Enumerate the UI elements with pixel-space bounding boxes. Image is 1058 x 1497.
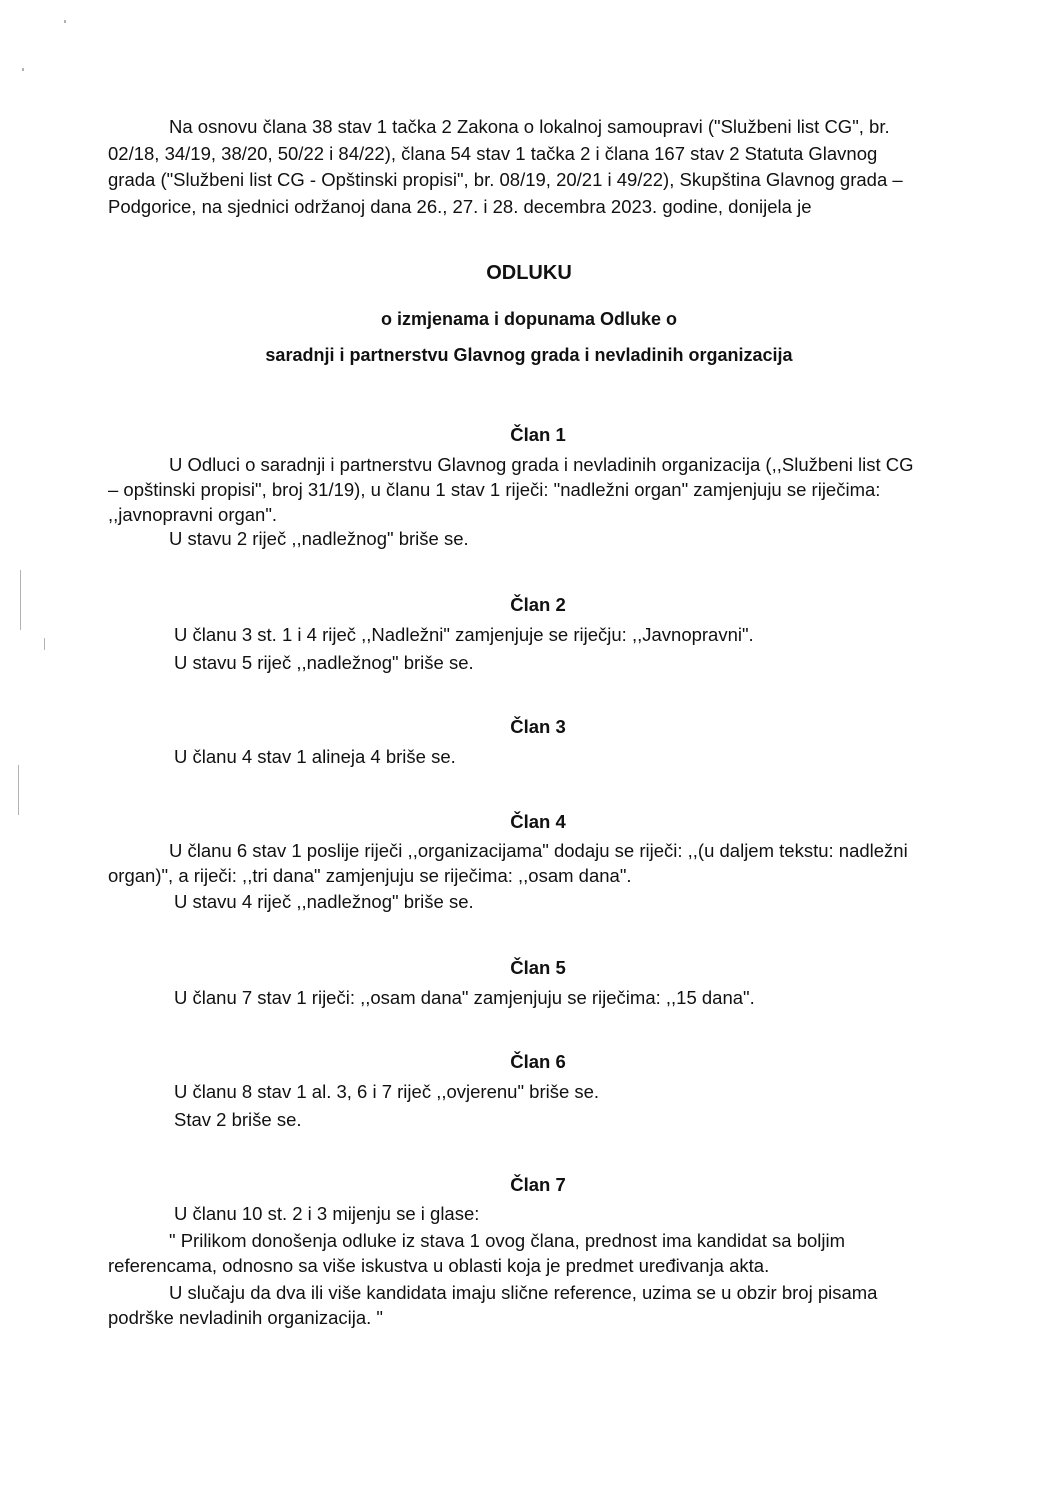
article-7-heading: Član 7 <box>510 1174 566 1195</box>
article-5-heading: Član 5 <box>510 957 566 978</box>
article-line: organ)", a riječi: ,,tri dana" zamjenjuju se riječima: ,,osam dana". <box>108 865 632 886</box>
article-line: podrške nevladinih organizacija. " <box>108 1307 383 1328</box>
article-line: ,,javnopravni organ". <box>108 504 278 525</box>
article-6-paragraph-1: U članu 8 stav 1 al. 3, 6 i 7 riječ ,,ovjerenu" briše se. <box>174 1081 600 1102</box>
article-1-heading: Član 1 <box>510 424 566 445</box>
scan-mark <box>22 68 24 71</box>
article-line: – opštinski propisi", broj 31/19), u članu 1 stav 1 riječi: "nadležni organ" zamjenjuju se riječima: <box>108 479 881 500</box>
article-4-heading: Član 4 <box>510 811 566 832</box>
scan-mark <box>18 765 19 815</box>
article-line: referencama, odnosno sa više iskustva u oblasti koja je predmet uređivanja akta. <box>108 1255 770 1276</box>
article-7-quote-1 <box>108 1228 964 1278</box>
preamble-line: Podgorice, na sjednici održanoj dana 26., 27. i 28. decembra 2023. godine, donijela je <box>108 195 812 217</box>
article-1-paragraph-1 <box>108 452 964 527</box>
document-title: ODLUKU <box>486 262 572 284</box>
article-7-quote-2 <box>108 1280 964 1330</box>
article-line: U članu 6 stav 1 poslije riječi ,,organizacijama" dodaju se riječi: ,,(u daljem tekstu: nadležni <box>169 840 908 861</box>
article-5-paragraph-1: U članu 7 stav 1 riječi: ,,osam dana" zamjenjuju se riječima: ,,15 dana". <box>174 987 755 1008</box>
article-1-paragraph-2: U stavu 2 riječ ,,nadležnog" briše se. <box>169 528 469 549</box>
article-line: " Prilikom donošenja odluke iz stava 1 ovog člana, prednost ima kandidat sa boljim <box>169 1230 846 1251</box>
preamble-line: 02/18, 34/19, 38/20, 50/22 i 84/22), člana 54 stav 1 tačka 2 i člana 167 stav 2 Statuta Glavnog <box>108 142 878 164</box>
article-2-heading: Član 2 <box>510 594 566 615</box>
article-2-paragraph-2: U stavu 5 riječ ,,nadležnog" briše se. <box>174 652 474 673</box>
article-4-paragraph-2: U stavu 4 riječ ,,nadležnog" briše se. <box>174 891 474 912</box>
scan-mark <box>44 638 45 650</box>
preamble-line: Na osnovu člana 38 stav 1 tačka 2 Zakona o lokalnoj samoupravi ("Službeni list CG", br. <box>169 116 890 137</box>
article-line: U Odluci o saradnji i partnerstvu Glavnog grada i nevladinih organizacija (,,Službeni list CG <box>169 454 914 475</box>
article-2-paragraph-1: U članu 3 st. 1 i 4 riječ ,,Nadležni" zamjenjuje se riječju: ,,Javnopravni". <box>174 624 754 645</box>
article-3-paragraph-1: U članu 4 stav 1 alineja 4 briše se. <box>174 746 456 767</box>
preamble <box>108 114 964 220</box>
article-3-heading: Član 3 <box>510 716 566 737</box>
article-6-paragraph-2: Stav 2 briše se. <box>174 1109 302 1130</box>
article-6-heading: Član 6 <box>510 1051 566 1072</box>
article-line: U slučaju da dva ili više kandidata imaju slične reference, uzima se u obzir broj pisama <box>169 1282 878 1303</box>
article-7-paragraph-1: U članu 10 st. 2 i 3 mijenju se i glase: <box>174 1203 480 1224</box>
scan-mark <box>64 20 66 23</box>
article-4-paragraph-1 <box>108 838 964 888</box>
document-subtitle-2: saradnji i partnerstvu Glavnog grada i nevladinih organizacija <box>265 345 793 365</box>
preamble-line: grada ("Službeni list CG - Opštinski propisi", br. 08/19, 20/21 i 49/22), Skupština Glavnog grada – <box>108 169 903 190</box>
document-subtitle-1: o izmjenama i dopunama Odluke o <box>380 309 678 329</box>
